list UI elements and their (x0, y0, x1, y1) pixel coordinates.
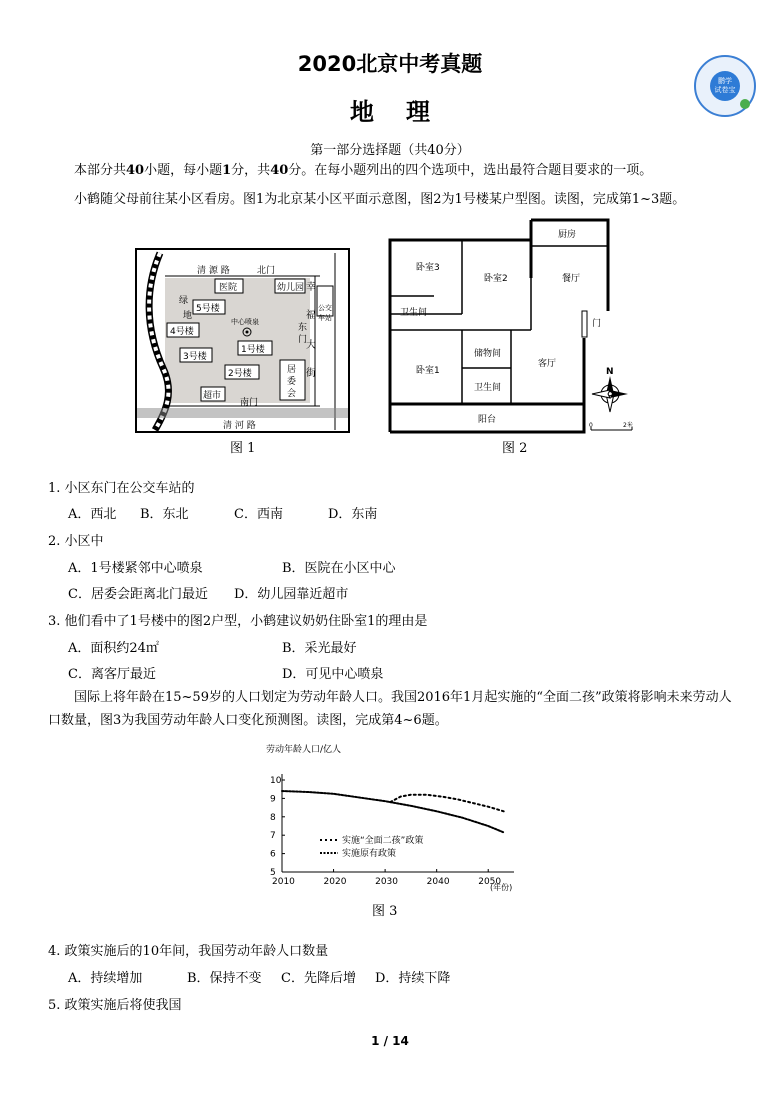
chart-legend-label-1: 实施“全面二孩”政策 (342, 836, 424, 846)
chart-x-tick-label: 2030 (375, 877, 399, 887)
map-street-1: 幸 (306, 282, 316, 293)
map-committee-2: 委 (287, 377, 297, 387)
section-heading: 第一部分选择题（共40分） (310, 143, 470, 158)
q3-option-d[interactable]: D．可见中心喷泉 (282, 667, 384, 682)
logo-text-2: 试卷宝 (714, 86, 736, 94)
exam-title: 2020北京中考真题 (297, 52, 483, 76)
page-number: 1 / 14 (371, 1034, 409, 1048)
plan-dining: 餐厅 (562, 274, 581, 284)
q4-option-d[interactable]: D．持续下降 (375, 971, 451, 986)
compass-north: N (606, 367, 614, 377)
map-north-gate: 北门 (257, 266, 276, 276)
q1-option-d[interactable]: D．东南 (328, 507, 378, 522)
map-road-top: 清 源 路 (197, 266, 230, 276)
question-3 (48, 610, 427, 629)
intro-text-3: 分，共 (231, 163, 271, 178)
map-green-2: 地 (183, 311, 193, 321)
figure-3-caption: 图 3 (372, 904, 398, 919)
q2-option-d[interactable]: D．幼儿园靠近超市 (234, 587, 349, 602)
figure-1-caption: 图 1 (230, 441, 256, 456)
chart-x-tick-label: 2020 (323, 877, 347, 887)
plan-bath-2: 卫生间 (474, 383, 502, 393)
map-street-2: 福 (306, 310, 316, 321)
plan-kitchen: 厨房 (558, 230, 577, 240)
question-2-stem: 小区中 (64, 534, 104, 549)
map-east-gate-2: 门 (298, 335, 308, 345)
figure-2-caption: 图 2 (502, 441, 528, 456)
map-east-gate-1: 东 (298, 323, 308, 333)
figure-1-map (135, 248, 350, 433)
question-1 (48, 477, 195, 496)
chart-x-tick-label: 2010 (272, 877, 295, 887)
question-2-number: 2. (48, 534, 61, 549)
map-street-4: 街 (306, 368, 316, 379)
plan-balcony: 阳台 (478, 415, 497, 425)
intro-text-2: 小题，每小题 (144, 163, 223, 178)
question-5-stem: 政策实施后将使我国 (64, 998, 182, 1013)
map-committee-3: 会 (287, 389, 297, 399)
q2-option-b[interactable]: B．医院在小区中心 (282, 561, 396, 576)
chart-x-tick-label: 2050 (478, 877, 502, 887)
q4-option-b[interactable]: B．保持不变 (187, 971, 262, 986)
intro-score-total: 40 (270, 163, 289, 178)
instructions-paragraph (48, 159, 732, 182)
plan-bedroom-1: 卧室1 (416, 366, 440, 376)
map-building-2: 2号楼 (228, 369, 252, 379)
logo-icon (710, 71, 740, 101)
chart-x-tick-label: 2040 (426, 877, 450, 887)
intro-text-4: 分。在每小题列出的四个选项中，选出最符合题目要求的一项。 (288, 163, 653, 178)
map-bus-2: 车站 (318, 314, 332, 322)
map-building-1: 1号楼 (241, 345, 265, 355)
question-3-number: 3. (48, 614, 61, 629)
map-supermarket: 超市 (203, 391, 222, 401)
chart-y-tick-label: 9 (270, 794, 276, 805)
scale-two: 2米 (623, 422, 633, 429)
q1-option-c[interactable]: C．西南 (234, 507, 283, 522)
wechat-dot-icon (740, 99, 750, 109)
map-street-3: 大 (306, 340, 316, 351)
plan-door: 门 (592, 319, 602, 329)
chart-y-tick-label: 5 (270, 868, 276, 878)
map-committee-1: 居 (287, 365, 297, 375)
map-green-1: 绿 (179, 296, 189, 306)
scale-zero: 0 (589, 422, 593, 429)
chart-xlabel: (年份) (490, 883, 513, 892)
question-4 (48, 940, 328, 959)
question-3-stem: 他们看中了1号楼中的图2户型，小鹤建议奶奶住卧室1的理由是 (64, 614, 428, 629)
q1-option-b[interactable]: B．东北 (140, 507, 189, 522)
intro-text-1: 本部分共 (74, 163, 127, 178)
map-fountain: 中心喷泉 (231, 318, 259, 326)
scenario-1: 小鹤随父母前往某小区看房。图1为北京某小区平面示意图，图2为1号楼某户型图。读图，完成第1~3题。 (74, 192, 686, 207)
q1-option-a[interactable]: A．西北 (68, 507, 117, 522)
question-2 (48, 530, 104, 549)
plan-living: 客厅 (538, 359, 557, 369)
question-1-number: 1. (48, 481, 61, 496)
compass-icon (592, 367, 628, 412)
q4-option-a[interactable]: A．持续增加 (68, 971, 143, 986)
map-building-4: 4号楼 (170, 327, 194, 337)
chart-series (282, 791, 504, 832)
chart-series-line-2 (282, 791, 504, 832)
map-hospital: 医院 (219, 283, 238, 293)
map-road-bottom: 清 河 路 (223, 421, 256, 431)
app-logo-badge[interactable] (694, 55, 756, 117)
intro-count: 40 (126, 163, 145, 178)
q3-option-a[interactable]: A．面积约24㎡ (68, 641, 159, 656)
chart-y-tick-label: 7 (270, 831, 276, 842)
question-5-number: 5. (48, 998, 61, 1013)
intro-score-each: 1 (222, 163, 232, 178)
plan-bath-1: 卫生间 (400, 308, 428, 318)
subject-title: 地理 (350, 97, 462, 126)
chart-y-tick-label: 6 (270, 849, 276, 860)
question-1-stem: 小区东门在公交车站的 (64, 481, 195, 496)
plan-bedroom-3: 卧室3 (416, 263, 440, 273)
chart-legend (320, 834, 423, 859)
figure-2-floorplan (386, 218, 636, 436)
map-south-gate: 南门 (240, 398, 259, 408)
question-5 (48, 994, 182, 1013)
chart-ylabel: 劳动年龄人口/亿人 (266, 745, 342, 755)
plan-storage: 储物间 (474, 349, 502, 359)
figure-3-chart (262, 740, 524, 896)
chart-y-tick-label: 8 (270, 812, 276, 823)
q2-option-a[interactable]: A．1号楼紧邻中心喷泉 (68, 561, 203, 576)
scenario-2: 国际上将年龄在15~59岁的人口划定为劳动年龄人口。我国2016年1月起实施的“全面二孩”政策将影响未来劳动人口数量，图3为我国劳动年龄人口变化预测图。读图，完成第4~6题。 (48, 690, 732, 728)
map-building-3: 3号楼 (183, 352, 207, 362)
q4-option-c[interactable]: C．先降后增 (281, 971, 356, 986)
question-4-stem: 政策实施后的10年间，我国劳动年龄人口数量 (64, 944, 329, 959)
map-kindergarten: 幼儿园 (277, 283, 305, 293)
q2-option-c[interactable]: C．居委会距离北门最近 (68, 587, 208, 602)
logo-text-1: 鹏学 (718, 77, 732, 85)
q3-option-b[interactable]: B．采光最好 (282, 641, 357, 656)
plan-bedroom-2: 卧室2 (484, 274, 508, 284)
question-4-number: 4. (48, 944, 61, 959)
map-bus-1: 公交 (318, 304, 332, 312)
chart-legend-label-2: 实施原有政策 (342, 849, 397, 859)
q3-option-c[interactable]: C．离客厅最近 (68, 667, 156, 682)
chart-y-tick-label: 10 (270, 776, 282, 786)
map-building-5: 5号楼 (196, 304, 220, 314)
chart-series-line-1 (390, 795, 503, 812)
